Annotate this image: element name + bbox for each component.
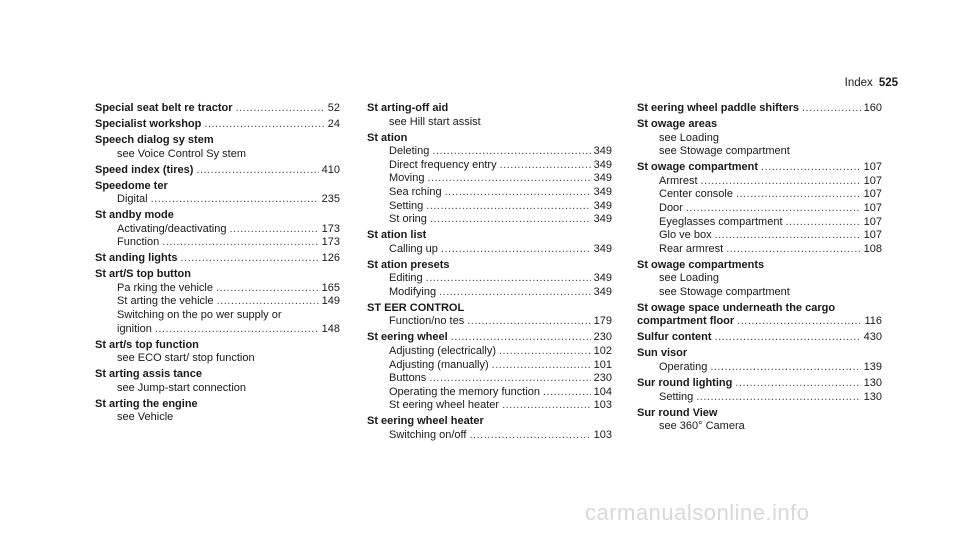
index-subentry-label: Function/no tes	[389, 315, 465, 328]
dot-leader	[196, 164, 318, 178]
index-heading-page: 52	[327, 102, 340, 114]
index-subentry-page: 349	[593, 172, 612, 185]
index-subentry-page: 179	[593, 315, 612, 328]
dot-leader	[430, 213, 591, 227]
index-heading	[95, 339, 340, 353]
index-heading-label: Speed index (tires)	[95, 163, 194, 176]
index-subentry-page: 107	[863, 229, 882, 242]
index-subentry-page: 107	[863, 188, 882, 201]
index-entry	[367, 415, 612, 442]
index-subentry-page: 349	[593, 145, 612, 158]
index-entry	[367, 259, 612, 300]
see-reference: see 360° Camera	[659, 420, 745, 433]
index-subentry	[637, 391, 882, 405]
index-heading-page: 24	[327, 117, 340, 130]
dot-leader	[155, 323, 319, 337]
dot-leader	[432, 145, 590, 159]
index-heading-label: Sur round lighting	[637, 377, 733, 390]
index-subentry-label: Rear armrest	[659, 242, 724, 255]
index-subentry	[637, 175, 882, 189]
index-subentry	[367, 145, 612, 159]
index-subentry-line1: Switching on the po wer supply or	[117, 309, 282, 322]
index-subentry-label: Eyeglasses compartment	[659, 215, 783, 228]
index-subentry-page: 101	[593, 358, 612, 371]
index-heading-label: St art/s top function	[95, 338, 199, 351]
index-entry	[637, 407, 882, 434]
index-subentry	[367, 315, 612, 329]
see-reference: see Jump-start connection	[117, 381, 247, 394]
index-heading	[367, 415, 612, 429]
index-heading	[367, 259, 612, 273]
index-subentry	[637, 243, 882, 257]
see-reference: see Hill start assist	[389, 115, 481, 128]
index-subentry-page: 349	[593, 242, 612, 255]
dot-leader	[710, 361, 860, 375]
dot-leader	[216, 282, 319, 296]
index-heading-label: St eering wheel paddle shifters	[637, 102, 799, 114]
dot-leader	[686, 202, 861, 216]
index-subentry	[95, 193, 340, 207]
index-heading-label: St art/S top button	[95, 268, 191, 281]
index-subentry-page: 104	[593, 385, 612, 398]
dot-leader	[426, 272, 591, 286]
index-subentry-page: 103	[593, 399, 612, 412]
index-subentry-page: 235	[321, 193, 340, 206]
index-subentry-page: 349	[593, 158, 612, 171]
index-subentry-label: Armrest	[659, 174, 698, 187]
dot-leader	[204, 118, 324, 132]
index-heading-label: St ation list	[367, 229, 427, 242]
index-subentry-label: Buttons	[389, 372, 427, 385]
index-entry	[95, 339, 340, 366]
index-entry	[367, 132, 612, 227]
dot-leader	[492, 359, 591, 373]
see-reference: see Voice Control Sy stem	[117, 147, 247, 160]
index-subentry	[637, 202, 882, 216]
see-reference: see Stowage compartment	[659, 145, 790, 158]
index-subentry	[367, 429, 612, 443]
dot-leader	[737, 315, 861, 329]
index-entry	[637, 161, 882, 256]
index-subentry-page: 139	[863, 361, 882, 374]
index-subentry-page: 349	[593, 213, 612, 226]
dot-leader	[445, 186, 591, 200]
index-heading-label: Specialist workshop	[95, 117, 202, 130]
index-subentry-label: Operating	[659, 361, 708, 374]
index-entry	[367, 302, 612, 329]
index-subentry-label: St eering wheel heater	[389, 399, 500, 412]
index-heading	[637, 161, 882, 175]
index-subentry-page: 349	[593, 185, 612, 198]
dot-leader	[735, 377, 860, 391]
index-entry	[637, 302, 882, 329]
dot-leader	[761, 161, 861, 175]
index-heading	[367, 302, 612, 316]
index-heading-page: 430	[863, 331, 882, 344]
index-subentry-label: Adjusting (electrically)	[389, 345, 496, 358]
see-reference: see Stowage compartment	[659, 285, 790, 298]
index-subentry	[367, 386, 612, 400]
index-heading	[95, 398, 340, 412]
index-heading-label: St andby mode	[95, 209, 174, 222]
dot-leader	[439, 286, 591, 300]
index-entry	[95, 134, 340, 161]
dot-leader	[696, 391, 860, 405]
index-heading	[95, 102, 340, 116]
index-subentry-page: 349	[593, 199, 612, 212]
dot-leader	[701, 175, 861, 189]
index-heading-label: St arting-off aid	[367, 102, 449, 114]
index-heading	[95, 209, 340, 223]
dot-leader	[802, 102, 861, 116]
dot-leader	[217, 295, 319, 309]
dot-leader	[726, 243, 860, 257]
index-heading	[95, 118, 340, 132]
index-entry	[95, 102, 340, 116]
index-heading-label: Sulfur content	[637, 331, 712, 344]
dot-leader	[500, 159, 591, 173]
index-subentry-label: Activating/deactivating	[117, 222, 227, 235]
index-subentry-page: 130	[863, 390, 882, 403]
index-entry	[367, 331, 612, 413]
index-subentry-label: Switching on/off	[389, 429, 467, 441]
index-heading	[367, 102, 612, 116]
index-subentry-label: Setting	[389, 199, 424, 212]
index-subentry	[95, 282, 340, 296]
index-heading-page: 130	[863, 377, 882, 390]
index-subentry-page: 107	[863, 201, 882, 214]
dot-leader	[429, 372, 590, 386]
index-entry	[95, 398, 340, 425]
index-subentry	[95, 223, 340, 237]
dot-leader	[236, 102, 325, 116]
page-number: 525	[878, 77, 898, 89]
index-column-2	[367, 102, 612, 445]
index-subentry-page: 148	[321, 322, 340, 335]
index-subentry-label: Moving	[389, 172, 425, 185]
index-entry	[367, 102, 612, 129]
dot-leader	[441, 243, 591, 257]
index-subentry	[95, 295, 340, 309]
watermark[interactable]: carmanualsonline.info	[585, 500, 810, 525]
index-heading-label: St owage compartment	[637, 161, 759, 174]
index-subentry	[367, 159, 612, 173]
index-heading-label: St owage compartments	[637, 258, 765, 271]
index-entry	[95, 209, 340, 250]
dot-leader	[543, 386, 591, 400]
index-subentry-label: Calling up	[389, 242, 438, 255]
page-header	[845, 77, 898, 89]
index-subentry-label: Modifying	[389, 285, 437, 298]
index-subentry-label: Door	[659, 201, 683, 214]
index-heading-label: St anding lights	[95, 252, 178, 265]
index-entry	[367, 229, 612, 256]
index-subentry-label: Function	[117, 236, 160, 249]
index-entry	[95, 368, 340, 395]
index-subentry-label: Setting	[659, 390, 694, 403]
index-heading-label: Speedome ter	[95, 179, 168, 192]
index-entry	[637, 102, 882, 116]
index-heading-page: 160	[863, 102, 882, 114]
index-subentry	[367, 186, 612, 200]
dot-leader	[181, 252, 319, 266]
index-heading	[95, 252, 340, 266]
index-subentry	[367, 286, 612, 300]
index-heading-page: 410	[321, 163, 340, 176]
index-subentry-page: 173	[321, 222, 340, 235]
dot-leader	[736, 188, 861, 202]
index-heading	[95, 164, 340, 178]
index-subentry-page: 108	[863, 242, 882, 255]
dot-leader	[502, 399, 591, 413]
see-reference: see ECO start/ stop function	[117, 352, 255, 365]
index-subentry	[367, 243, 612, 257]
dot-leader	[715, 331, 861, 345]
index-subentry-label: St oring	[389, 213, 427, 226]
index-subentry-page: 349	[593, 272, 612, 285]
index-subentry	[367, 172, 612, 186]
index-heading	[637, 118, 882, 132]
index-subentry	[637, 361, 882, 375]
dot-leader	[469, 429, 590, 443]
index-entry	[95, 268, 340, 336]
index-heading	[637, 347, 882, 361]
index-heading-label: ST EER CONTROL	[367, 301, 465, 314]
see-reference: see Loading	[659, 272, 719, 285]
index-subentry	[367, 272, 612, 286]
index-subentry-label: Center console	[659, 188, 733, 201]
index-subentry-page: 107	[863, 174, 882, 187]
index-heading	[95, 268, 340, 282]
index-heading-label: St eering wheel heater	[367, 415, 484, 428]
index-subentry	[637, 216, 882, 230]
index-subentry	[95, 323, 340, 337]
index-subentry	[95, 236, 340, 250]
dot-leader	[451, 331, 591, 345]
index-subentry-label: Sea rching	[389, 185, 442, 198]
index-entry	[637, 331, 882, 345]
index-subentry-label: ignition	[117, 322, 152, 335]
index-entry	[637, 118, 882, 159]
index-subentry	[367, 345, 612, 359]
index-subentry-label: Operating the memory function	[389, 385, 541, 398]
index-heading-page: 107	[863, 161, 882, 174]
index-entry	[95, 118, 340, 132]
index-subentry-page: 102	[593, 345, 612, 358]
index-subentry-page: 173	[321, 236, 340, 249]
index-heading-label: St ation presets	[367, 258, 450, 271]
index-heading	[637, 315, 882, 329]
index-subentry-page: 165	[321, 281, 340, 294]
index-subentry-label: Deleting	[389, 145, 430, 158]
index-subentry	[367, 213, 612, 227]
index-subentry-page: 230	[593, 372, 612, 385]
dot-leader	[151, 193, 319, 207]
index-heading	[637, 377, 882, 391]
index-heading-page: 230	[593, 331, 612, 344]
index-subentry-label: Pa rking the vehicle	[117, 281, 213, 294]
index-entry	[95, 164, 340, 178]
index-subentry	[367, 200, 612, 214]
index-entry	[637, 347, 882, 374]
index-heading	[95, 368, 340, 382]
dot-leader	[162, 236, 318, 250]
index-heading-label: Speech dialog sy stem	[95, 133, 214, 146]
index-heading	[367, 229, 612, 243]
index-heading	[637, 407, 882, 421]
header-title: Index	[844, 77, 873, 89]
dot-leader	[229, 223, 318, 237]
index-heading-label: St owage areas	[637, 117, 718, 130]
index-subentry-page: 149	[321, 295, 340, 308]
index-subentry-label: Digital	[117, 193, 148, 206]
index-heading-line1: St owage space underneath the cargo	[637, 301, 836, 314]
index-heading	[637, 331, 882, 345]
dot-leader	[426, 200, 590, 214]
index-heading	[367, 331, 612, 345]
index-subentry-label: Editing	[389, 272, 423, 285]
dot-leader	[499, 345, 591, 359]
index-heading	[637, 102, 882, 116]
index-column-3	[637, 102, 882, 436]
index-subentry-label: Adjusting (manually)	[389, 358, 489, 371]
index-subentry-page: 349	[593, 285, 612, 298]
index-entry	[637, 259, 882, 300]
index-heading-label: Sun visor	[637, 347, 688, 360]
index-subentry-label: Direct frequency entry	[389, 158, 497, 171]
index-subentry	[637, 229, 882, 243]
index-heading-label: St arting assis tance	[95, 368, 202, 381]
index-subentry	[637, 188, 882, 202]
dot-leader	[427, 172, 590, 186]
index-heading-label: St ation	[367, 131, 408, 144]
dot-leader	[467, 315, 590, 329]
dot-leader	[786, 216, 861, 230]
index-heading-label: Special seat belt re tractor	[95, 102, 233, 114]
index-subentry-label: St arting the vehicle	[117, 295, 214, 308]
index-heading	[637, 259, 882, 273]
index-heading-page: 126	[321, 252, 340, 265]
index-subentry-page: 103	[593, 429, 612, 441]
index-heading-label: Sur round View	[637, 406, 718, 419]
index-subentry-label: Glo ve box	[659, 229, 712, 242]
index-entry	[637, 377, 882, 404]
index-column-1	[95, 102, 340, 427]
index-heading-page: 116	[864, 315, 882, 328]
index-heading	[367, 132, 612, 146]
index-heading	[95, 134, 340, 148]
index-heading-label: St arting the engine	[95, 397, 198, 410]
index-heading	[95, 180, 340, 194]
index-heading-label: compartment floor	[637, 315, 735, 328]
index-subentry	[367, 359, 612, 373]
index-entry	[95, 180, 340, 207]
see-reference: see Vehicle	[117, 411, 174, 424]
index-subentry	[367, 372, 612, 386]
dot-leader	[715, 229, 861, 243]
see-reference: see Loading	[659, 131, 719, 144]
index-entry	[95, 252, 340, 266]
index-subentry-page: 107	[863, 215, 882, 228]
index-heading-label: St eering wheel	[367, 331, 448, 344]
index-subentry	[367, 399, 612, 413]
